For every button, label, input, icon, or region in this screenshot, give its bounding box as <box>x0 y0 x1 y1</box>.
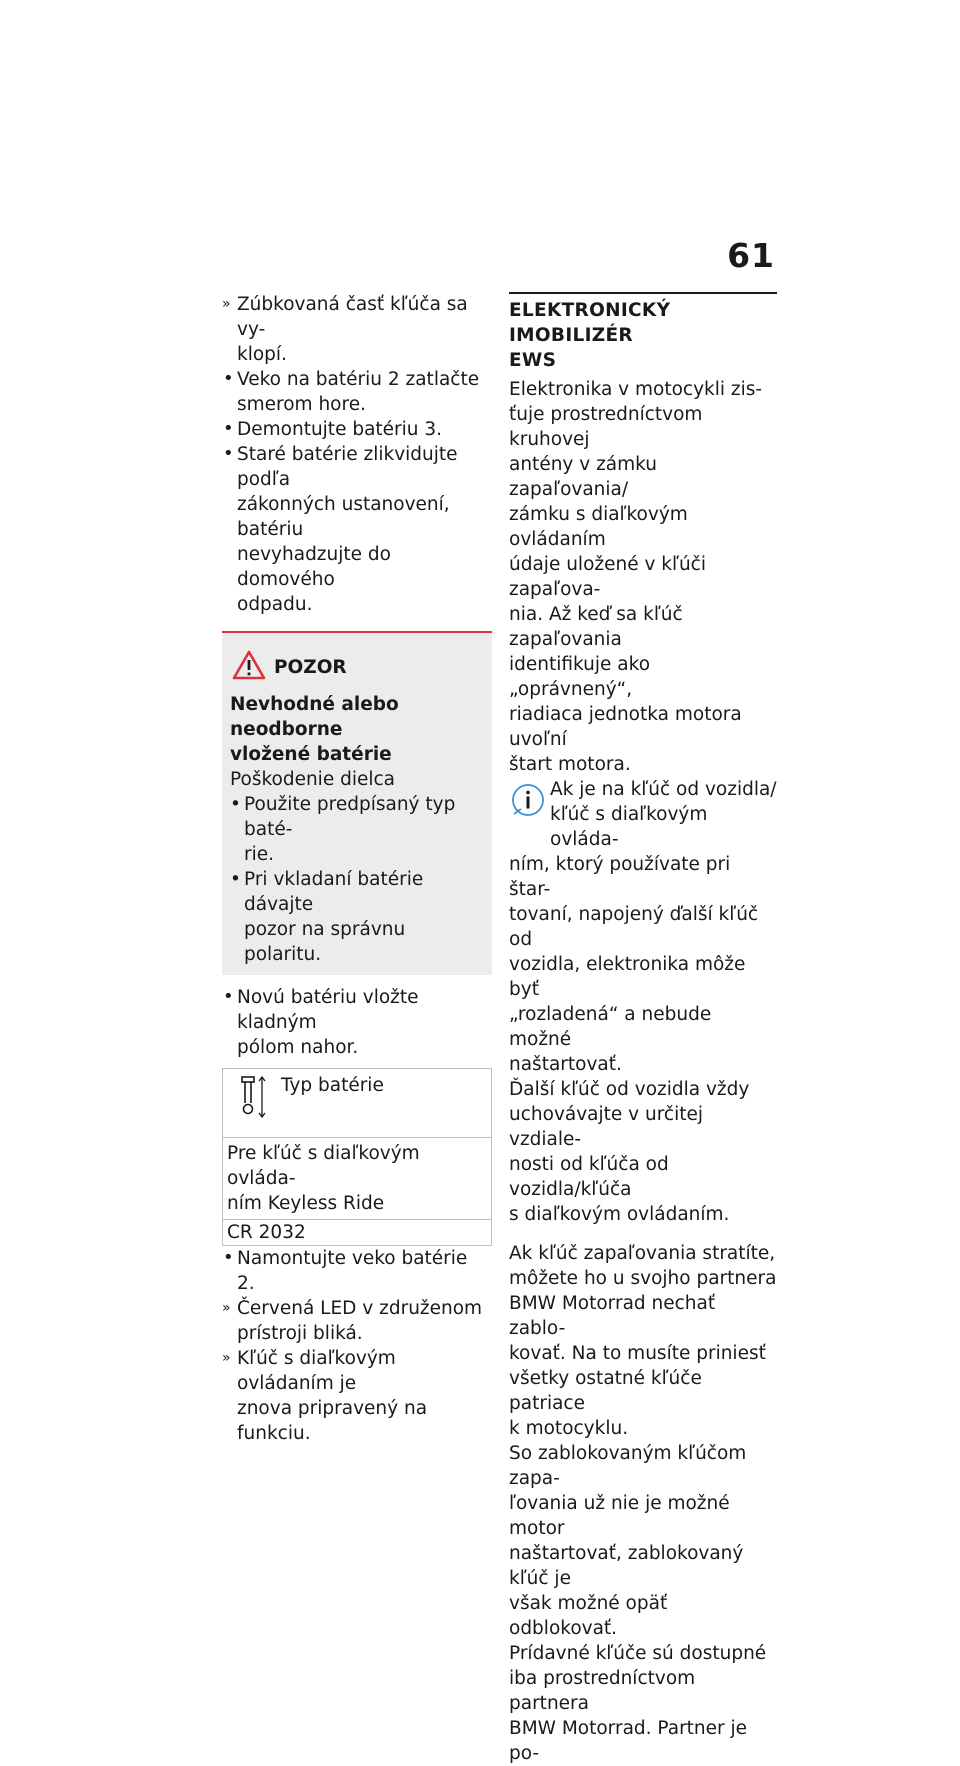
text-line: vozidla, elektronika môže byť <box>509 954 746 1000</box>
text-line: zámku s diaľkovým ovládaním <box>509 504 688 550</box>
warning-subtitle-line: Nevhodné alebo neodborne <box>230 694 399 740</box>
text-line: uchovávajte v určitej vzdiale- <box>509 1104 704 1150</box>
step-line: klopí. <box>237 344 287 365</box>
text-line: Ďalší kľúč od vozidla vždy <box>509 1079 750 1100</box>
warning-bullet-line: rie. <box>244 844 275 865</box>
table-header-row <box>223 1069 491 1138</box>
text-line: Ak kľúč zapaľovania stratíte, <box>509 1243 776 1264</box>
step-line: Novú batériu vložte kladným <box>237 987 419 1033</box>
result-item <box>222 292 490 367</box>
step-line: zákonných ustanovení, batériu <box>237 494 450 540</box>
text-line: údaje uložené v kľúči zapaľova- <box>509 554 706 600</box>
step-line: Demontujte batériu 3. <box>237 419 443 440</box>
text-line: kovať. Na to musíte priniesť <box>509 1343 766 1364</box>
step-line: Namontujte veko batérie 2. <box>237 1248 468 1294</box>
warning-bullet-line: Použite predpísaný typ baté- <box>244 794 456 840</box>
warning-bullet <box>230 867 486 967</box>
text-line: nosti od kľúča od vozidla/kľúča <box>509 1154 669 1200</box>
warning-bullet-line: Pri vkladaní batérie dávajte <box>244 869 424 915</box>
step-item <box>223 417 490 442</box>
bullet-marker: • <box>223 986 234 1007</box>
text-line: identifikuje ako „oprávnený“, <box>509 654 651 700</box>
table-label-line: Pre kľúč s diaľkovým ovláda- <box>227 1143 420 1189</box>
warning-triangle-icon <box>232 650 266 680</box>
left-column <box>222 292 490 1446</box>
text-line: môžete ho u svojho partnera <box>509 1268 777 1289</box>
info-note <box>509 777 777 852</box>
warning-header <box>232 649 486 680</box>
warning-box <box>222 631 492 975</box>
info-text-rest <box>509 852 777 1227</box>
result-marker: » <box>222 296 231 312</box>
step-item <box>223 985 490 1060</box>
bullet-marker: • <box>230 869 241 890</box>
text-line: iba prostredníctvom partnera <box>509 1668 696 1714</box>
battery-icon <box>233 1073 273 1121</box>
bullet-marker: • <box>223 1247 234 1268</box>
text-line: tovaní, napojený ďalší kľúč od <box>509 904 759 950</box>
text-line: štart motora. <box>509 754 631 775</box>
step-line: smerom hore. <box>237 394 366 415</box>
text-line: ťuje prostredníctvom kruhovej <box>509 404 703 450</box>
text-line: všetky ostatné kľúče patriace <box>509 1368 702 1414</box>
step-line: Zúbkovaná časť kľúča sa vy- <box>237 294 468 340</box>
warning-subtitle-line: vložené batérie <box>230 744 392 765</box>
table-value: CR 2032 <box>227 1222 306 1243</box>
text-line: So zablokovaným kľúčom zapa- <box>509 1443 747 1489</box>
steps-bottom <box>222 1246 490 1446</box>
battery-table <box>222 1068 492 1246</box>
step-line: prístroji bliká. <box>237 1323 363 1344</box>
step-line: Staré batérie zlikvidujte podľa <box>237 444 458 490</box>
bullet-marker: • <box>223 443 234 464</box>
text-line: Ak je na kľúč od vozidla/ <box>550 779 777 800</box>
info-icon <box>509 781 547 819</box>
step-item <box>223 1246 490 1296</box>
text-line: ľovania už nie je možné motor <box>509 1493 730 1539</box>
text-line: Elektronika v motocykli zis- <box>509 379 763 400</box>
warning-bullets <box>230 792 486 967</box>
result-marker: » <box>222 1300 231 1316</box>
bullet-marker: • <box>223 418 234 439</box>
text-line: antény v zámku zapaľovania/ <box>509 454 658 500</box>
step-mid <box>223 985 490 1060</box>
text-line: s diaľkovým ovládaním. <box>509 1204 730 1225</box>
bullet-marker: • <box>223 368 234 389</box>
text-line: nia. Až keď sa kľúč zapaľovania <box>509 604 683 650</box>
text-line: „rozladená“ a nebude možné <box>509 1004 712 1050</box>
table-label-line: ním Keyless Ride <box>227 1193 385 1214</box>
step-line: znova pripravený na funkciu. <box>237 1398 428 1444</box>
page-number: 61 <box>727 236 775 275</box>
text-line: k motocyklu. <box>509 1418 629 1439</box>
steps-top <box>222 292 490 617</box>
table-label-row <box>223 1138 491 1220</box>
step-line: pólom nahor. <box>237 1037 359 1058</box>
text-line: naštartovať, zablokovaný kľúč je <box>509 1543 744 1589</box>
text-line: však možné opäť odblokovať. <box>509 1593 668 1639</box>
step-line: Kľúč s diaľkovým ovládaním je <box>237 1348 396 1394</box>
text-line: naštartovať. <box>509 1054 622 1075</box>
step-item <box>223 367 490 417</box>
text-line: BMW Motorrad nechať zablo- <box>509 1293 716 1339</box>
paragraph-lost-key <box>509 1241 777 1766</box>
warning-bullet <box>230 792 486 867</box>
section-title-line: EWS <box>509 350 557 371</box>
text-line: ním, ktorý používate pri štar- <box>509 854 731 900</box>
warning-title: POZOR <box>274 657 347 678</box>
text-line: BMW Motorrad. Partner je po- <box>509 1718 748 1764</box>
step-line: nevyhadzujte do domového <box>237 544 391 590</box>
text-line: riadiaca jednotka motora uvoľní <box>509 704 742 750</box>
step-line: Veko na batériu 2 zatlačte <box>237 369 480 390</box>
section-title-line: ELEKTRONICKÝ IMOBILIZÉR <box>509 300 671 346</box>
step-item <box>223 442 490 617</box>
warning-text: Poškodenie dielca <box>230 769 395 790</box>
bullet-marker: • <box>230 794 241 815</box>
info-text-top <box>550 777 777 852</box>
warning-bullet-line: pozor na správnu polaritu. <box>244 919 406 965</box>
result-item <box>222 1346 490 1446</box>
paragraph-ews <box>509 377 777 777</box>
right-column <box>509 292 777 1766</box>
step-line: odpadu. <box>237 594 313 615</box>
warning-subtitle <box>230 692 486 767</box>
result-marker: » <box>222 1350 231 1366</box>
text-line: Prídavné kľúče sú dostupné <box>509 1643 767 1664</box>
result-item <box>222 1296 490 1346</box>
table-header: Typ batérie <box>281 1075 384 1096</box>
step-line: Červená LED v združenom <box>237 1298 483 1319</box>
text-line: kľúč s diaľkovým ovláda- <box>550 804 708 850</box>
section-title <box>509 292 777 373</box>
